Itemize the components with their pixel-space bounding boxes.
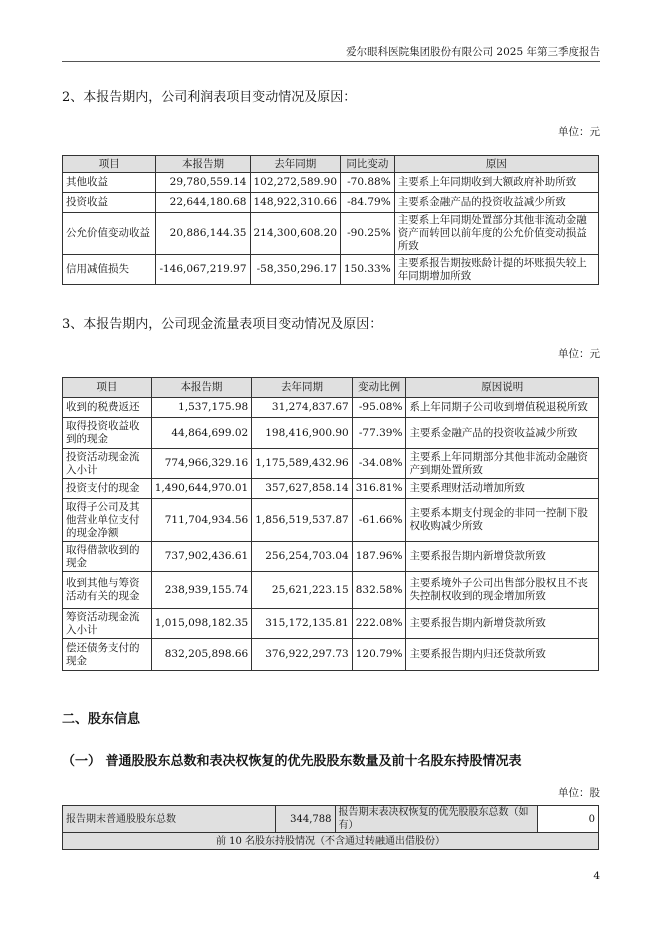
section3-unit: 单位：元 xyxy=(558,348,600,360)
col-header-reason: 原因 xyxy=(394,156,598,173)
table-row xyxy=(63,572,599,609)
shareholder-section-heading: 二、股东信息 xyxy=(62,712,141,727)
table-row xyxy=(63,398,599,418)
col-header-item: 项目 xyxy=(63,378,152,398)
cash-flow-table xyxy=(62,377,599,671)
table-row xyxy=(63,213,599,255)
row-current: 1,490,644,970.01 xyxy=(151,479,252,499)
table-row xyxy=(63,609,599,639)
row-current: 44,864,699.02 xyxy=(151,418,252,449)
row-item: 投资活动现金流入小计 xyxy=(63,449,152,479)
table-row xyxy=(63,542,599,572)
row-item: 投资收益 xyxy=(63,193,156,213)
row-current: 737,902,436.61 xyxy=(151,542,252,572)
row-reason: 主要系报告期按账龄计提的坏账损失较上年同期增加所致 xyxy=(394,255,598,285)
preferred-shareholders-value: 0 xyxy=(538,806,599,833)
row-item: 信用减值损失 xyxy=(63,255,156,285)
row-current: 711,704,934.56 xyxy=(151,499,252,542)
row-change: -61.66% xyxy=(352,499,406,542)
table-row xyxy=(63,449,599,479)
row-item: 筹资活动现金流入小计 xyxy=(63,609,152,639)
row-reason: 主要系报告期内新增贷款所致 xyxy=(406,609,599,639)
row-prior: 214,300,608.20 xyxy=(250,213,341,255)
row-reason: 主要系本期支付现金的非同一控制下股权收购减少所致 xyxy=(406,499,599,542)
row-current: 774,966,329.16 xyxy=(151,449,252,479)
page-header xyxy=(0,0,662,56)
row-prior: 31,274,837.67 xyxy=(252,398,353,418)
col-header-reason: 原因说明 xyxy=(406,378,599,398)
shareholder-total-row xyxy=(63,806,599,833)
col-header-change: 变动比例 xyxy=(352,378,406,398)
row-change: -70.88% xyxy=(341,173,395,193)
row-reason: 主要系报告期内新增贷款所致 xyxy=(406,542,599,572)
row-reason: 主要系上年同期部分其他非流动金融资产到期处置所致 xyxy=(406,449,599,479)
header-rule xyxy=(62,61,600,62)
row-reason: 主要系境外子公司出售部分股权且不丧失控制权收到的现金增加所致 xyxy=(406,572,599,609)
row-current: 1,015,098,182.35 xyxy=(151,609,252,639)
row-change: -34.08% xyxy=(352,449,406,479)
row-change: -90.25% xyxy=(341,213,395,255)
section3-title: 3、本报告期内，公司现金流量表项目变动情况及原因： xyxy=(62,317,383,332)
header-title: 爱尔眼科医院集团股份有限公司 2025 年第三季度报告 xyxy=(346,46,600,58)
row-reason: 主要系上年同期收到大额政府补助所致 xyxy=(394,173,598,193)
row-current: 20,886,144.35 xyxy=(156,213,250,255)
row-change: 187.96% xyxy=(352,542,406,572)
row-item: 其他收益 xyxy=(63,173,156,193)
row-item: 收到其他与筹资活动有关的现金 xyxy=(63,572,152,609)
table-header-row xyxy=(63,156,599,173)
col-header-current: 本报告期 xyxy=(151,378,252,398)
row-prior: 357,627,858.14 xyxy=(252,479,353,499)
row-prior: 198,416,900.90 xyxy=(252,418,353,449)
row-change: -84.79% xyxy=(341,193,395,213)
table-row xyxy=(63,479,599,499)
col-header-item: 项目 xyxy=(63,156,156,173)
col-header-change: 同比变动 xyxy=(341,156,395,173)
total-shareholders-value: 344,788 xyxy=(275,806,335,833)
row-item: 取得借款收到的现金 xyxy=(63,542,152,572)
total-shareholders-label: 报告期末普通股股东总数 xyxy=(63,806,276,833)
row-prior: 376,922,297.73 xyxy=(252,639,353,671)
row-change: 222.08% xyxy=(352,609,406,639)
row-reason: 主要系理财活动增加所致 xyxy=(406,479,599,499)
preferred-shareholders-label: 报告期末表决权恢复的优先股股东总数（如有） xyxy=(335,806,538,833)
row-prior: 1,175,589,432.96 xyxy=(252,449,353,479)
row-item: 收到的税费返还 xyxy=(63,398,152,418)
table-row xyxy=(63,499,599,542)
income-statement-table xyxy=(62,155,599,285)
row-item: 公允价值变动收益 xyxy=(63,213,156,255)
shareholder-subheading: （一） 普通股股东总数和表决权恢复的优先股股东数量及前十名股东持股情况表 xyxy=(62,754,522,769)
row-prior: 148,922,310.66 xyxy=(250,193,341,213)
row-change: 120.79% xyxy=(352,639,406,671)
row-reason: 主要系金融产品的投资收益减少所致 xyxy=(406,418,599,449)
row-reason: 主要系报告期内归还贷款所致 xyxy=(406,639,599,671)
table-row xyxy=(63,418,599,449)
col-header-prior: 去年同期 xyxy=(252,378,353,398)
top10-header-row xyxy=(63,833,599,850)
row-current: 238,939,155.74 xyxy=(151,572,252,609)
section2-title: 2、本报告期内，公司利润表项目变动情况及原因： xyxy=(62,90,357,105)
row-change: 316.81% xyxy=(352,479,406,499)
row-prior: 102,272,589.90 xyxy=(250,173,341,193)
row-prior: 256,254,703.04 xyxy=(252,542,353,572)
table-row xyxy=(63,255,599,285)
page-number: 4 xyxy=(593,870,600,882)
row-prior: 1,856,519,537.87 xyxy=(252,499,353,542)
row-reason: 主要系上年同期处置部分其他非流动金融资产而转回以前年度的公允价值变动损益所致 xyxy=(394,213,598,255)
row-item: 取得子公司及其他营业单位支付的现金净额 xyxy=(63,499,152,542)
row-change: 832.58% xyxy=(352,572,406,609)
row-reason: 系上年同期子公司收到增值税退税所致 xyxy=(406,398,599,418)
row-change: -77.39% xyxy=(352,418,406,449)
row-prior: 25,621,223.15 xyxy=(252,572,353,609)
row-change: 150.33% xyxy=(341,255,395,285)
row-item: 投资支付的现金 xyxy=(63,479,152,499)
col-header-prior: 去年同期 xyxy=(250,156,341,173)
shareholder-unit: 单位：股 xyxy=(558,787,600,799)
section2-unit: 单位：元 xyxy=(558,126,600,138)
row-item: 偿还债务支付的现金 xyxy=(63,639,152,671)
table-row xyxy=(63,173,599,193)
row-current: 29,780,559.14 xyxy=(156,173,250,193)
col-header-current: 本报告期 xyxy=(156,156,250,173)
table-row xyxy=(63,639,599,671)
top10-label: 前 10 名股东持股情况（不含通过转融通出借股份） xyxy=(63,833,599,850)
row-prior: -58,350,296.17 xyxy=(250,255,341,285)
row-current: 832,205,898.66 xyxy=(151,639,252,671)
shareholder-table xyxy=(62,805,599,850)
row-prior: 315,172,135.81 xyxy=(252,609,353,639)
row-reason: 主要系金融产品的投资收益减少所致 xyxy=(394,193,598,213)
row-current: 22,644,180.68 xyxy=(156,193,250,213)
row-current: 1,537,175.98 xyxy=(151,398,252,418)
row-change: -95.08% xyxy=(352,398,406,418)
row-current: -146,067,219.97 xyxy=(156,255,250,285)
table-row xyxy=(63,193,599,213)
table-header-row xyxy=(63,378,599,398)
row-item: 取得投资收益收到的现金 xyxy=(63,418,152,449)
